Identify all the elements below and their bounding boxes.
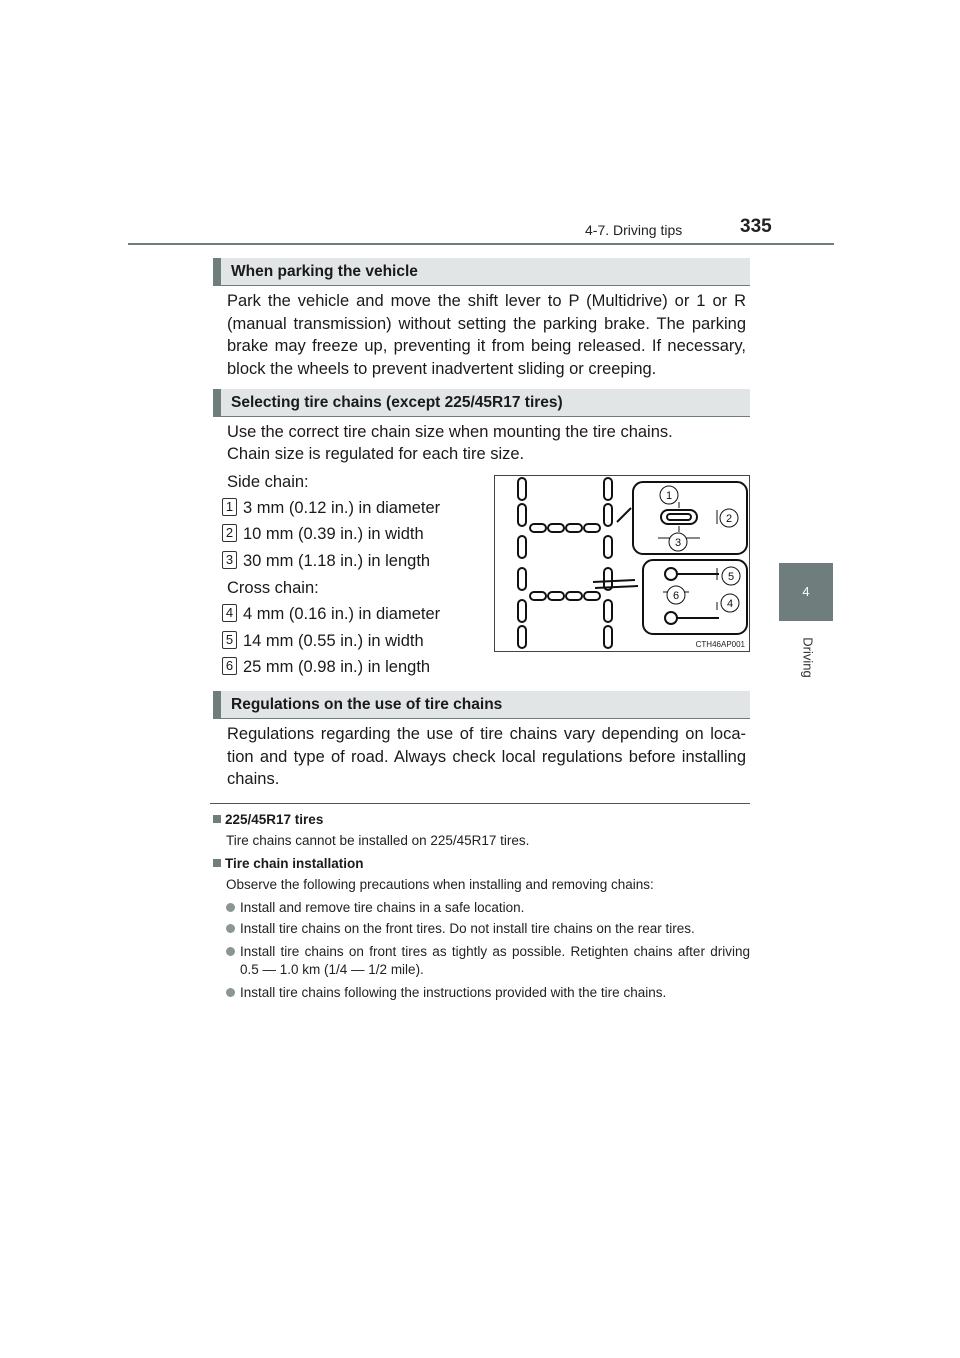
spec-text: 25 mm (0.98 in.) in length xyxy=(243,658,431,676)
spec-item-5 xyxy=(222,632,424,651)
chapter-tab[interactable]: 4 xyxy=(779,563,833,621)
callout-2: 2 xyxy=(725,513,733,525)
bullet-text: Install tire chains on front tires as tightly as possible. Retighten chains after driving 0.5 — 1.0 km (1/4 — 1/2 mile). xyxy=(240,944,750,977)
header-divider xyxy=(128,243,834,245)
spec-item-2 xyxy=(222,525,424,544)
selecting-line-1: Use the correct tire chain size when mounting the tire chains. xyxy=(227,423,673,441)
section-title: 4-7. Driving tips xyxy=(585,222,683,238)
bullet-text: Install tire chains on the front tires. Do not install tire chains on the rear tires. xyxy=(240,921,695,936)
note-title-installation xyxy=(213,856,364,871)
note-title-tires xyxy=(213,812,323,827)
note-title-text: Tire chain installation xyxy=(225,856,364,871)
spec-text: 14 mm (0.55 in.) in width xyxy=(243,632,424,650)
tire-chain-illustration xyxy=(494,475,750,652)
callout-6: 6 xyxy=(672,590,680,602)
square-bullet-icon xyxy=(213,859,221,867)
spec-text: 3 mm (0.12 in.) in diameter xyxy=(243,499,441,517)
bullet-item-2 xyxy=(226,920,750,938)
cross-chain-label: Cross chain: xyxy=(227,579,319,597)
spec-number: 2 xyxy=(222,524,237,542)
callout-3: 3 xyxy=(674,537,682,549)
chapter-label xyxy=(778,625,834,685)
bullet-text: Install and remove tire chains in a safe location. xyxy=(240,900,525,915)
callout-5: 5 xyxy=(727,571,735,583)
bullet-text: Install tire chains following the instructions provided with the tire chains. xyxy=(240,985,667,1000)
section-heading-regulations: Regulations on the use of tire chains xyxy=(213,691,750,718)
spec-item-1 xyxy=(222,499,440,518)
side-chain-label: Side chain: xyxy=(227,473,309,491)
spec-number: 3 xyxy=(222,551,237,569)
bullet-dot-icon xyxy=(226,947,235,956)
figure-code: CTH46AP001 xyxy=(695,640,745,649)
bullet-item-1 xyxy=(226,899,750,917)
regulations-paragraph: Regulations regarding the use of tire chains vary depending on loca-tion and type of road. Always check local regulations before installing chains. xyxy=(227,725,746,788)
spec-number: 6 xyxy=(222,657,237,675)
chain-diagram xyxy=(495,476,751,653)
spec-number: 1 xyxy=(222,498,237,516)
bullet-dot-icon xyxy=(226,903,235,912)
notes-divider xyxy=(210,803,750,804)
selecting-line-2: Chain size is regulated for each tire size. xyxy=(227,445,525,463)
spec-item-4 xyxy=(222,605,440,624)
section-heading-selecting: Selecting tire chains (except 225/45R17 tires) xyxy=(213,389,750,416)
spec-item-6 xyxy=(222,658,430,677)
bullet-dot-icon xyxy=(226,924,235,933)
chapter-label-text: Driving xyxy=(800,637,816,678)
spec-text: 4 mm (0.16 in.) in diameter xyxy=(243,605,441,623)
square-bullet-icon xyxy=(213,815,221,823)
bullet-dot-icon xyxy=(226,988,235,997)
callout-4: 4 xyxy=(726,598,734,610)
spec-text: 10 mm (0.39 in.) in width xyxy=(243,525,424,543)
bullet-item-4 xyxy=(226,984,750,1002)
note-text-installation: Observe the following precautions when installing and removing chains: xyxy=(226,877,654,892)
section-heading-parking: When parking the vehicle xyxy=(213,258,750,285)
spec-item-3 xyxy=(222,552,430,571)
bullet-item-3 xyxy=(226,943,750,979)
spec-number: 4 xyxy=(222,604,237,622)
spec-text: 30 mm (1.18 in.) in length xyxy=(243,552,431,570)
callout-1: 1 xyxy=(665,490,673,502)
parking-paragraph: Park the vehicle and move the shift lever to P (Multidrive) or 1 or R (manual transmission) without setting the parking brake. The parking brake may freeze up, preventing it from being released. If necessary, block the wheels to prevent inadvertent sliding or creeping. xyxy=(227,292,746,378)
note-title-text: 225/45R17 tires xyxy=(225,812,324,827)
page-number: 335 xyxy=(740,216,772,237)
note-text-tires: Tire chains cannot be installed on 225/45R17 tires. xyxy=(226,833,530,848)
spec-number: 5 xyxy=(222,631,237,649)
